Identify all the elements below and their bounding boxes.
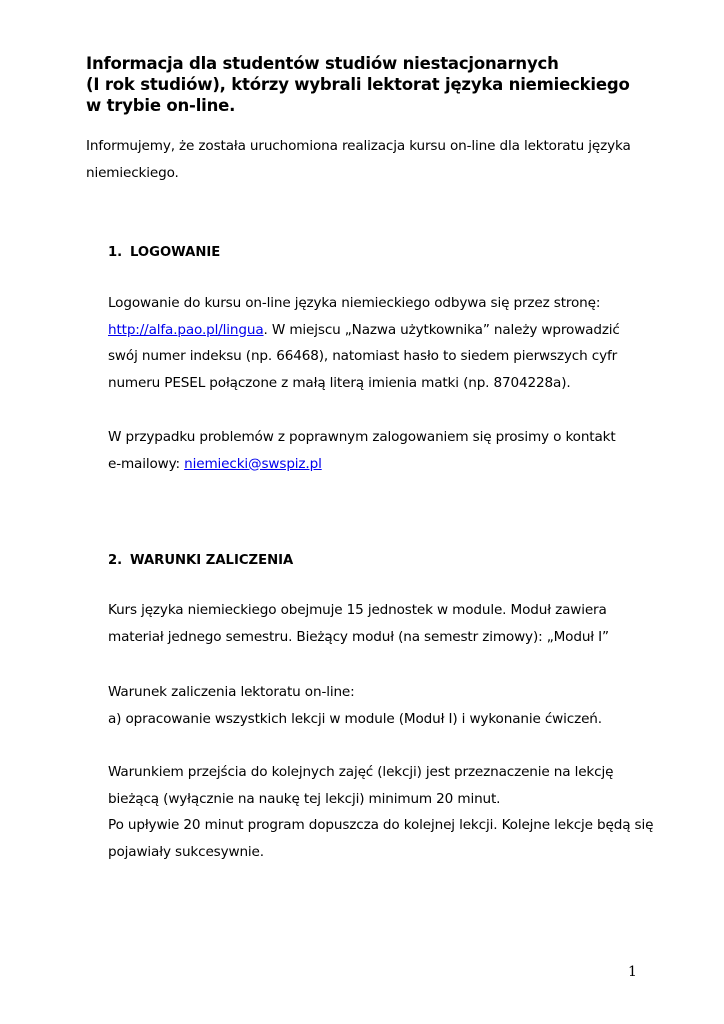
section-number: 1. (108, 245, 123, 260)
login-paragraph (108, 290, 620, 396)
login-line-rest: . W miejscu „Nazwa użytkownika” należy wprowadzić (263, 321, 620, 338)
progress-line: bieżącą (wyłącznie na naukę tej lekcji) minimum 20 minut. (108, 790, 501, 807)
email-link[interactable]: niemiecki@swspiz.pl (184, 455, 322, 472)
course-paragraph (108, 597, 609, 650)
intro-line: Informujemy, że została uruchomiona realizacja kursu on-line dla lektoratu języka (86, 138, 631, 154)
progress-line: pojawiały sukcesywnie. (108, 843, 264, 860)
contact-line (108, 451, 616, 478)
login-line: swój numer indeksu (np. 66468), natomiast hasło to siedem pierwszych cyfr (108, 348, 618, 364)
course-line: materiał jednego semestru. Bieżący moduł (na semestr zimowy): „Moduł I” (108, 628, 609, 645)
document-title (86, 53, 686, 116)
progress-line: Warunkiem przejścia do kolejnych zajęć (lekcji) jest przeznaczenie na lekcję (108, 764, 614, 780)
contact-paragraph (108, 424, 616, 477)
title-line: w trybie on-line. (86, 96, 236, 115)
pass-condition-line: a) opracowanie wszystkich lekcji w module (Moduł I) i wykonanie ćwiczeń. (108, 710, 602, 727)
page-number: 1 (628, 964, 637, 980)
progress-paragraph (108, 759, 653, 865)
section-title: LOGOWANIE (130, 245, 221, 260)
section-heading-warunki (108, 551, 293, 571)
section-heading-logowanie (108, 243, 220, 263)
intro-line: niemieckiego. (86, 164, 179, 181)
section-number: 2. (108, 553, 123, 568)
title-line: (I rok studiów), którzy wybrali lektorat języka niemieckiego (86, 75, 630, 94)
intro-paragraph (86, 133, 631, 186)
contact-line: W przypadku problemów z poprawnym zalogowaniem się prosimy o kontakt (108, 429, 616, 445)
lingua-link[interactable]: http://alfa.pao.pl/lingua (108, 321, 264, 338)
contact-prefix: e-mailowy: (108, 455, 185, 472)
pass-condition-paragraph (108, 679, 602, 732)
login-line: numeru PESEL połączone z małą literą imienia matki (np. 8704228a). (108, 374, 571, 391)
login-line (108, 317, 620, 344)
progress-line: Po upływie 20 minut program dopuszcza do kolejnej lekcji. Kolejne lekcje będą się (108, 817, 654, 833)
section-title: WARUNKI ZALICZENIA (130, 553, 294, 568)
course-line: Kurs języka niemieckiego obejmuje 15 jednostek w module. Moduł zawiera (108, 602, 607, 618)
title-line: Informacja dla studentów studiów niestacjonarnych (86, 54, 559, 73)
login-line: Logowanie do kursu on-line języka niemieckiego odbywa się przez stronę: (108, 295, 601, 311)
pass-condition-line: Warunek zaliczenia lektoratu on-line: (108, 684, 355, 700)
